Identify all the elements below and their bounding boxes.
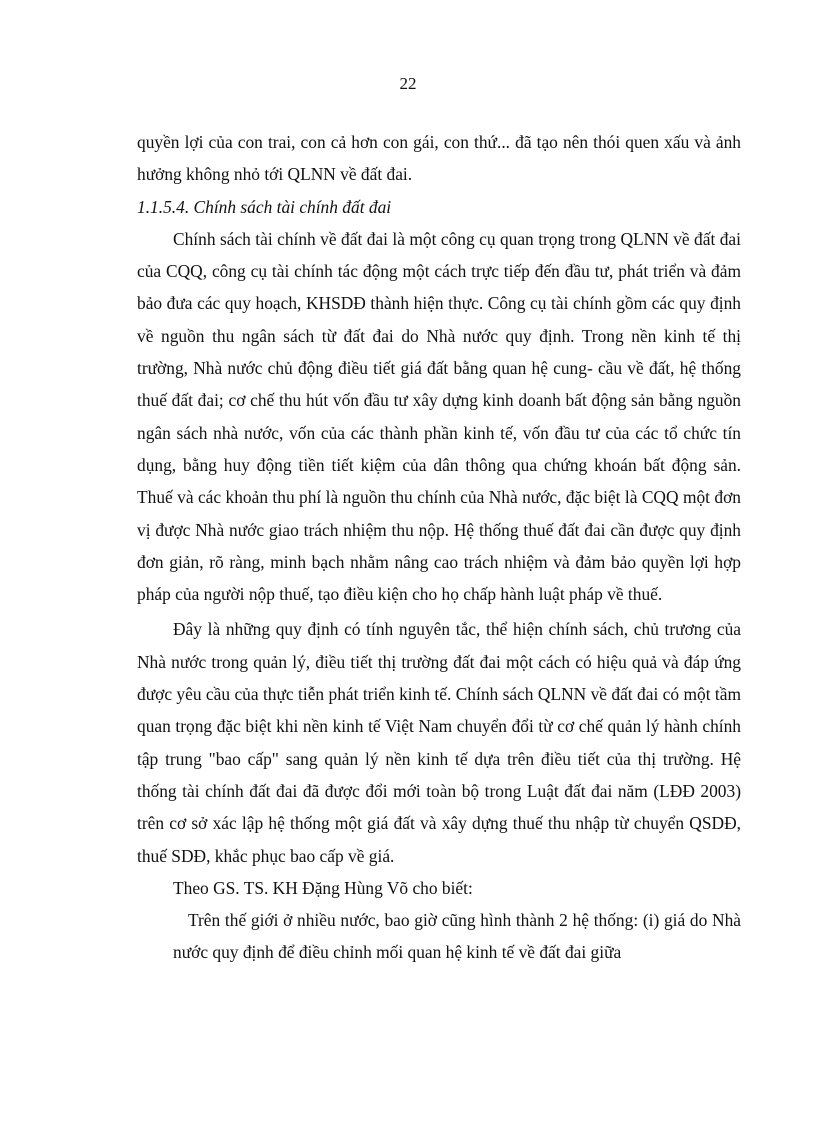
section-heading: 1.1.5.4. Chính sách tài chính đất đai <box>137 196 392 217</box>
paragraph-1: quyền lợi của con trai, con cả hơn con gái, con thứ... đã tạo nên thói quen xấu và ảnh hưởng không nhỏ tới QLNN về đất đai. <box>137 132 741 185</box>
page-number: 22 <box>399 74 417 93</box>
paragraph-3: Đây là những quy định có tính nguyên tắc, thể hiện chính sách, chủ trương của Nhà nước trong quản lý, điều tiết thị trường đất đai một cách có hiệu quả và đáp ứng được yêu cầu của thực tiễn phát triển kinh tế. Chính sách QLNN về đất đai có một tầm quan trọng đặc biệt khi nền kinh tế Việt Nam chuyển đổi từ cơ chế quản lý hành chính tập trung "bao cấp" sang quản lý nền kinh tế dựa trên điều tiết của thị trường. Hệ thống tài chính đất đai đã được đổi mới toàn bộ trong Luật đất đai năm (LĐĐ 2003) trên cơ sở xác lập hệ thống một giá đất và xây dựng thuế thu nhập từ chuyển QSDĐ, thuế SDĐ, khắc phục bao cấp về giá. <box>137 619 741 866</box>
paragraph-4: Theo GS. TS. KH Đặng Hùng Võ cho biết: <box>173 877 473 898</box>
paragraph-2: Chính sách tài chính về đất đai là một công cụ quan trọng trong QLNN về đất đai của CQQ, công cụ tài chính tác động một cách trực tiếp đến đầu tư, phát triển và đảm bảo đưa các quy hoạch, KHSDĐ thành hiện thực. Công cụ tài chính gồm các quy định về nguồn thu ngân sách từ đất đai do Nhà nước quy định. Trong nền kinh tế thị trường, Nhà nước chủ động điều tiết giá đất bằng quan hệ cung- cầu về đất, hệ thống thuế đất đai; cơ chế thu hút vốn đầu tư xây dựng kinh doanh bất động sản bằng nguồn ngân sách nhà nước, vốn của các thành phần kinh tế, vốn đầu tư của các tổ chức tín dụng, bằng huy động tiền tiết kiệm của dân thông qua chứng khoán bất động sản. Thuế và các khoản thu phí là nguồn thu chính của Nhà nước, đặc biệt là CQQ một đơn vị được Nhà nước giao trách nhiệm thu nộp. Hệ thống thuế đất đai cần được quy định đơn giản, rõ ràng, minh bạch nhằm nâng cao trách nhiệm và đảm bảo quyền lợi hợp pháp của người nộp thuế, tạo điều kiện cho họ chấp hành luật pháp về thuế. <box>137 228 741 605</box>
block-quote: Trên thế giới ở nhiều nước, bao giờ cũng hình thành 2 hệ thống: (i) giá do Nhà nước quy định để điều chỉnh mối quan hệ kinh tế về đất đai giữa <box>173 910 741 963</box>
page-body <box>137 126 741 969</box>
